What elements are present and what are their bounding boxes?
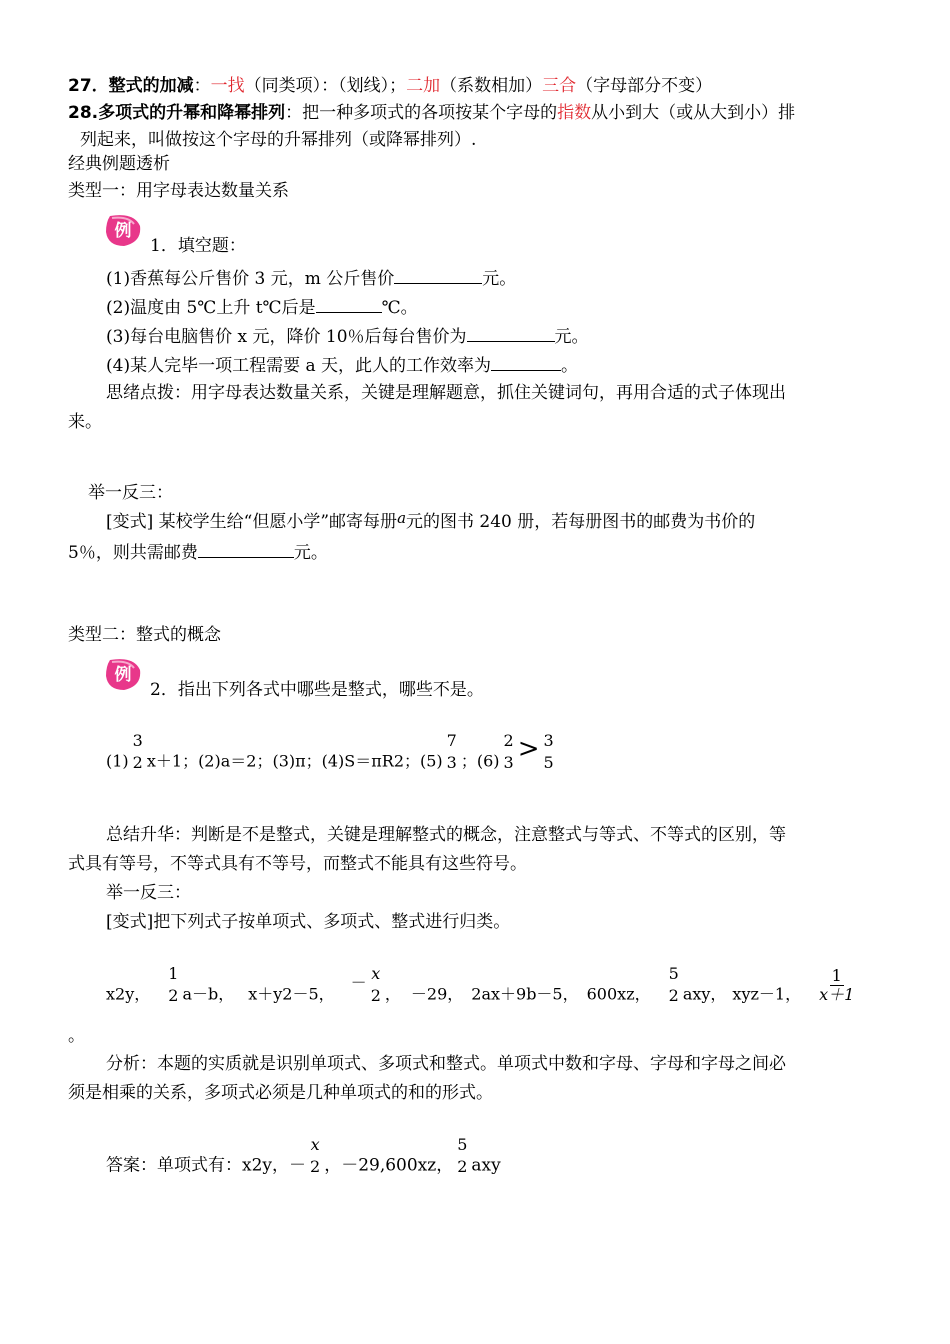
answer-blank[interactable] <box>491 352 561 371</box>
item-28-number: 28. <box>68 103 99 123</box>
period: 。 <box>68 1026 85 1046</box>
fraction: 7 3 <box>446 731 457 772</box>
variable-a: a <box>397 509 407 527</box>
analysis-line-2: 须是相乘的关系，多项式必须是几种单项式的和的形式。 <box>68 1083 493 1103</box>
analysis-line-1: 分析：本题的实质就是识别单项式、多项式和整式。单项式中数和字母、字母和字母之间必 <box>106 1054 786 1074</box>
item-27: 27．整式的加减：一找（同类项）：（划线）；二加（系数相加）三合（字母部分不变） <box>68 76 713 96</box>
answer-line: 答案：单项式有：x2y，－ x 2 ，－29,600xz， 5 2 axy <box>106 1135 501 1176</box>
section-heading: 经典例题透析 <box>68 154 170 174</box>
item-28: 28.多项式的升幂和降幂排列：把一种多项式的各项按某个字母的指数从小到大（或从大到小）排 <box>68 103 796 123</box>
question-2-expressions: (1) 3 2 x＋1；(2)a＝2；(3)π；(4)S＝πR2；(5) 7 3 ；(6) 2 3 > 3 5 <box>106 731 554 772</box>
svg-text:例: 例 <box>114 665 132 685</box>
example-badge-icon <box>104 212 144 248</box>
step-add: 二加 <box>406 76 441 96</box>
item-28-title: 多项式的升幂和降幂排列 <box>98 103 286 123</box>
question-2-title: 2．指出下列各式中哪些是整式，哪些不是。 <box>150 680 484 700</box>
practice-label: 举一反三： <box>106 883 191 903</box>
item-27-title: 整式的加减 <box>108 76 194 96</box>
fraction: x 2 <box>370 964 381 1005</box>
highlight-exponent: 指数 <box>557 103 592 123</box>
fraction: 3 5 <box>543 731 554 772</box>
variant-1-line-1: [变式] 某校学生给“但愿小学”邮寄每册a元的图书 240 册，若每册图书的邮费为书价的 <box>106 509 756 532</box>
fraction: x 2 <box>310 1135 321 1176</box>
answer-blank[interactable] <box>394 265 482 284</box>
fraction: 5 2 <box>668 964 679 1005</box>
answer-blank[interactable] <box>467 323 555 342</box>
summary-line-1: 总结升华：判断是不是整式，关键是理解整式的概念，注意整式与等式、不等式的区别，等 <box>106 825 786 845</box>
item-28-continued: 列起来，叫做按这个字母的升幂排列（或降幂排列）. <box>80 130 477 150</box>
fraction: 2 3 <box>503 731 514 772</box>
question-1-3: (3)每台电脑售价 x 元，降价 10％后每台售价为 元。 <box>106 323 589 349</box>
question-1-1: (1)香蕉每公斤售价 3 元，m 公斤售价 元。 <box>106 265 516 291</box>
fraction: $\frac{1}{x+1}$ <box>819 965 855 1004</box>
question-1-2: (2)温度由 5℃上升 t℃后是 ℃。 <box>106 294 418 320</box>
question-1-4: (4)某人完毕一项工程需要 a 天，此人的工作效率为 。 <box>106 352 578 378</box>
question-1-title: 1．填空题： <box>150 236 246 256</box>
fraction: 3 2 <box>132 731 143 772</box>
variant-2-expressions: x2y， 1 2 a－b， x＋y2－5，－ x 2 ， －29， 2ax＋9b－5， 600xz， 5 2 axy， xyz－1， $\frac{1}{x+1}$ <box>106 964 855 1005</box>
hint-line-1: 思绪点拨：用字母表达数量关系，关键是理解题意，抓住关键词句，再用合适的式子体现出 <box>106 383 786 403</box>
answer-blank[interactable] <box>316 294 382 313</box>
example-badge-icon <box>104 656 144 692</box>
step-merge: 三合 <box>542 76 577 96</box>
variant-2-title: [变式]把下列式子按单项式、多项式、整式进行归类。 <box>106 912 511 932</box>
fraction: 5 2 <box>457 1135 468 1176</box>
variant-1-line-2: 5％，则共需邮费 元。 <box>68 539 328 565</box>
practice-label: 举一反三： <box>88 483 173 503</box>
summary-line-2: 式具有等号，不等式具有不等号，而整式不能具有这些符号。 <box>68 854 527 874</box>
svg-text:例: 例 <box>114 221 132 241</box>
step-find: 一找 <box>210 76 245 96</box>
item-27-number: 27． <box>68 76 109 96</box>
type2-title: 类型二：整式的概念 <box>68 625 221 645</box>
hint-line-2: 来。 <box>68 412 102 432</box>
fraction: 1 2 <box>168 964 179 1005</box>
type1-title: 类型一：用字母表达数量关系 <box>68 181 289 201</box>
answer-blank[interactable] <box>198 539 294 558</box>
